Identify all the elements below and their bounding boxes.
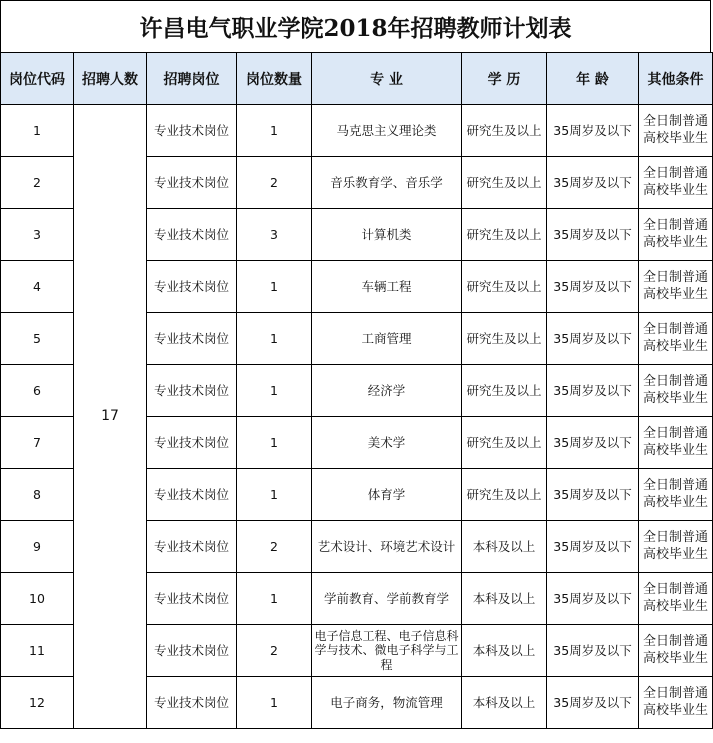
cell-position: 专业技术岗位 (147, 469, 237, 521)
other-line-2: 高校毕业生 (642, 650, 708, 666)
cell-major: 艺术设计、环境艺术设计 (312, 521, 462, 573)
cell-age: 35周岁及以下 (547, 157, 639, 209)
cell-major: 计算机类 (312, 209, 462, 261)
other-line-2: 高校毕业生 (642, 182, 708, 198)
header-code: 岗位代码 (1, 53, 74, 105)
header-age: 年 龄 (547, 53, 639, 105)
header-count: 岗位数量 (237, 53, 312, 105)
cell-age: 35周岁及以下 (547, 625, 639, 677)
header-major: 专 业 (312, 53, 462, 105)
cell-education: 本科及以上 (462, 521, 547, 573)
other-line-2: 高校毕业生 (642, 598, 708, 614)
cell-position: 专业技术岗位 (147, 521, 237, 573)
cell-age: 35周岁及以下 (547, 573, 639, 625)
page-title: 许昌电气职业学院2018年招聘教师计划表 (0, 0, 711, 52)
other-line-2: 高校毕业生 (642, 234, 708, 250)
cell-code: 4 (1, 261, 74, 313)
other-line-1: 全日制普通 (642, 269, 708, 285)
cell-code: 1 (1, 105, 74, 157)
cell-age: 35周岁及以下 (547, 521, 639, 573)
cell-count: 2 (237, 625, 312, 677)
cell-position: 专业技术岗位 (147, 625, 237, 677)
cell-count: 1 (237, 469, 312, 521)
cell-education: 研究生及以上 (462, 417, 547, 469)
cell-code: 12 (1, 677, 74, 729)
other-line-2: 高校毕业生 (642, 390, 708, 406)
cell-count: 2 (237, 157, 312, 209)
cell-age: 35周岁及以下 (547, 365, 639, 417)
other-line-1: 全日制普通 (642, 581, 708, 597)
cell-major: 体育学 (312, 469, 462, 521)
other-line-2: 高校毕业生 (642, 702, 708, 718)
cell-other (639, 105, 713, 157)
cell-count: 1 (237, 417, 312, 469)
cell-education: 研究生及以上 (462, 261, 547, 313)
cell-total-headcount: 17 (74, 105, 147, 729)
header-headcount: 招聘人数 (74, 53, 147, 105)
recruitment-table (0, 52, 713, 729)
cell-count: 3 (237, 209, 312, 261)
header-other: 其他条件 (639, 53, 713, 105)
cell-count: 1 (237, 573, 312, 625)
other-line-1: 全日制普通 (642, 321, 708, 337)
cell-code: 11 (1, 625, 74, 677)
cell-other (639, 417, 713, 469)
cell-count: 2 (237, 521, 312, 573)
cell-education: 研究生及以上 (462, 313, 547, 365)
cell-major: 电子商务，物流管理 (312, 677, 462, 729)
cell-position: 专业技术岗位 (147, 157, 237, 209)
cell-education: 研究生及以上 (462, 469, 547, 521)
cell-education: 研究生及以上 (462, 157, 547, 209)
cell-position: 专业技术岗位 (147, 209, 237, 261)
cell-code: 2 (1, 157, 74, 209)
table-body (1, 105, 713, 729)
cell-major: 美术学 (312, 417, 462, 469)
cell-age: 35周岁及以下 (547, 261, 639, 313)
cell-age: 35周岁及以下 (547, 417, 639, 469)
other-line-2: 高校毕业生 (642, 546, 708, 562)
other-line-1: 全日制普通 (642, 477, 708, 493)
other-line-1: 全日制普通 (642, 217, 708, 233)
cell-education: 研究生及以上 (462, 209, 547, 261)
cell-code: 10 (1, 573, 74, 625)
cell-code: 6 (1, 365, 74, 417)
other-line-1: 全日制普通 (642, 373, 708, 389)
cell-count: 1 (237, 261, 312, 313)
cell-major: 车辆工程 (312, 261, 462, 313)
table-header-row (1, 53, 713, 105)
header-education: 学 历 (462, 53, 547, 105)
cell-major: 马克思主义理论类 (312, 105, 462, 157)
cell-other (639, 313, 713, 365)
header-position: 招聘岗位 (147, 53, 237, 105)
other-line-1: 全日制普通 (642, 425, 708, 441)
cell-other (639, 677, 713, 729)
cell-position: 专业技术岗位 (147, 573, 237, 625)
cell-age: 35周岁及以下 (547, 105, 639, 157)
cell-position: 专业技术岗位 (147, 365, 237, 417)
other-line-1: 全日制普通 (642, 685, 708, 701)
cell-other (639, 625, 713, 677)
cell-other (639, 573, 713, 625)
cell-code: 3 (1, 209, 74, 261)
cell-major: 音乐教育学、音乐学 (312, 157, 462, 209)
cell-major: 工商管理 (312, 313, 462, 365)
cell-other (639, 521, 713, 573)
other-line-2: 高校毕业生 (642, 494, 708, 510)
cell-code: 5 (1, 313, 74, 365)
cell-code: 9 (1, 521, 74, 573)
cell-education: 研究生及以上 (462, 365, 547, 417)
cell-education: 研究生及以上 (462, 105, 547, 157)
cell-count: 1 (237, 365, 312, 417)
cell-age: 35周岁及以下 (547, 469, 639, 521)
cell-other (639, 365, 713, 417)
cell-code: 7 (1, 417, 74, 469)
cell-age: 35周岁及以下 (547, 313, 639, 365)
table-row (1, 105, 713, 157)
other-line-2: 高校毕业生 (642, 442, 708, 458)
other-line-2: 高校毕业生 (642, 338, 708, 354)
other-line-1: 全日制普通 (642, 633, 708, 649)
other-line-1: 全日制普通 (642, 165, 708, 181)
other-line-1: 全日制普通 (642, 113, 708, 129)
cell-other (639, 261, 713, 313)
cell-code: 8 (1, 469, 74, 521)
other-line-1: 全日制普通 (642, 529, 708, 545)
cell-major: 电子信息工程、电子信息科学与技术、微电子科学与工程 (312, 625, 462, 677)
cell-age: 35周岁及以下 (547, 677, 639, 729)
cell-position: 专业技术岗位 (147, 677, 237, 729)
cell-education: 本科及以上 (462, 573, 547, 625)
cell-position: 专业技术岗位 (147, 105, 237, 157)
cell-count: 1 (237, 677, 312, 729)
cell-other (639, 157, 713, 209)
cell-major: 学前教育、学前教育学 (312, 573, 462, 625)
cell-other (639, 469, 713, 521)
cell-position: 专业技术岗位 (147, 261, 237, 313)
cell-major: 经济学 (312, 365, 462, 417)
cell-other (639, 209, 713, 261)
other-line-2: 高校毕业生 (642, 286, 708, 302)
cell-age: 35周岁及以下 (547, 209, 639, 261)
cell-count: 1 (237, 105, 312, 157)
other-line-2: 高校毕业生 (642, 130, 708, 146)
cell-position: 专业技术岗位 (147, 417, 237, 469)
cell-position: 专业技术岗位 (147, 313, 237, 365)
cell-count: 1 (237, 313, 312, 365)
cell-education: 本科及以上 (462, 677, 547, 729)
cell-education: 本科及以上 (462, 625, 547, 677)
